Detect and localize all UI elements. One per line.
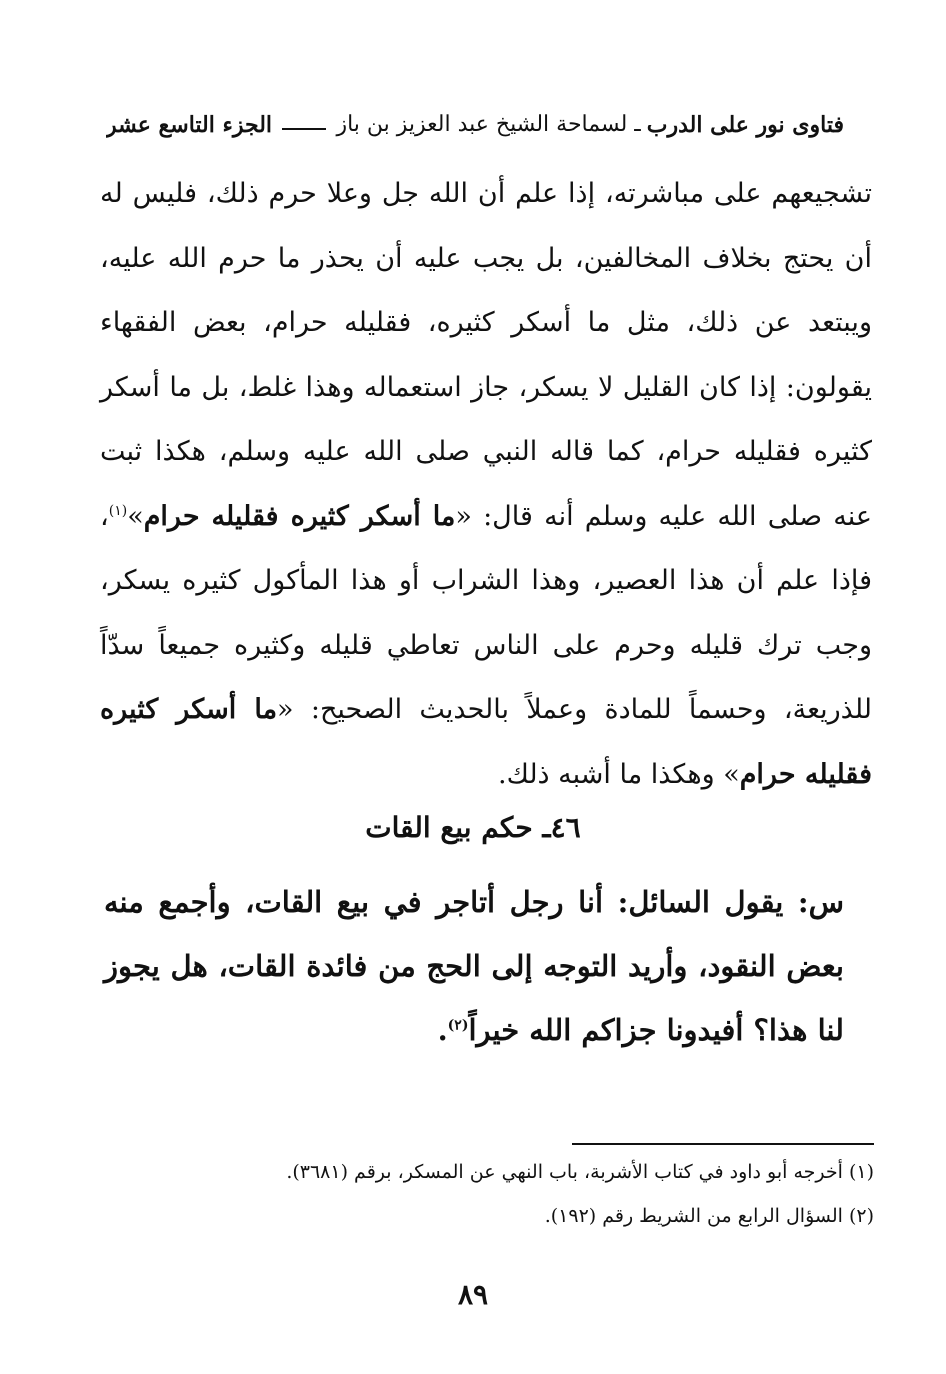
body-paragraph [100,162,872,807]
hadith-quote-2: ما أسكر كثيره فقليله حرام [100,694,872,790]
page-number: ٨٩ [457,1278,489,1311]
footnote-ref-2: (٢) [447,1017,469,1034]
body-text-part-1: تشجيعهم على مباشرته، إذا علم أن الله جل وعلا حرم ذلك، فليس له أن يحتج بخلاف المخالفين، بل يجب عليه أن يحذر ما حرم الله عليه، ويبتعد عن ذلك، مثل ما أسكر كثيره، فقليله حرام، بعض الفقهاء يقولون: إذا كان القليل لا يسكر، جاز استعماله وهذا غلط، بل ما أسكر كثيره فقليله حرام، كما قاله النبي صلى الله عليه وسلم، هكذا ثبت عنه صلى الله عليه وسلم أنه قال: « [100,178,872,532]
footnote-2: (٢) السؤال الرابع من الشريط رقم (١٩٢). [544,1205,874,1227]
header-dash [282,128,326,130]
body-text-part-3: » وهكذا ما أشبه ذلك. [497,758,740,790]
volume-label: الجزء التاسع عشر [106,112,273,138]
body-text-part-2: ، فإذا علم أن هذا العصير، وهذا الشراب أو هذا المأكول كثيره يسكر، وجب ترك قليله وحرم على الناس تعاطي قليله وكثيره جميعاً سدّاً للذريعة، وحسماً للمادة وعملاً بالحديث الصحيح: « [100,500,872,725]
section-heading: ٤٦ـ حكم بيع القات [365,811,581,844]
footnote-ref-1: (١) [108,502,128,519]
running-header [106,104,844,146]
footnotes [100,1150,874,1238]
question-paragraph [104,870,844,1062]
hadith-quote-1: ما أسكر كثيره فقليله حرام [143,500,456,532]
quote-close-1: » [127,500,144,532]
question-end: . [437,1013,448,1047]
author-name: ـ لسماحة الشيخ عبد العزيز بن باز [336,112,641,137]
footnote-1: (١) أخرجه أبو داود في كتاب الأشربة، باب النهي عن المسكر، برقم (٣٦٨١). [286,1161,874,1183]
fatwa-answer-text [100,162,872,807]
book-title: فتاوى نور على الدرب [646,112,844,138]
footnote-divider [572,1143,874,1145]
question-text: س: يقول السائل: أنا رجل أتاجر في بيع القات، وأجمع منه بعض النقود، وأريد التوجه إلى الحج من فائدة القات، هل يجوز لنا هذا؟ أفيدونا جزاكم الله خيراً [104,885,844,1047]
